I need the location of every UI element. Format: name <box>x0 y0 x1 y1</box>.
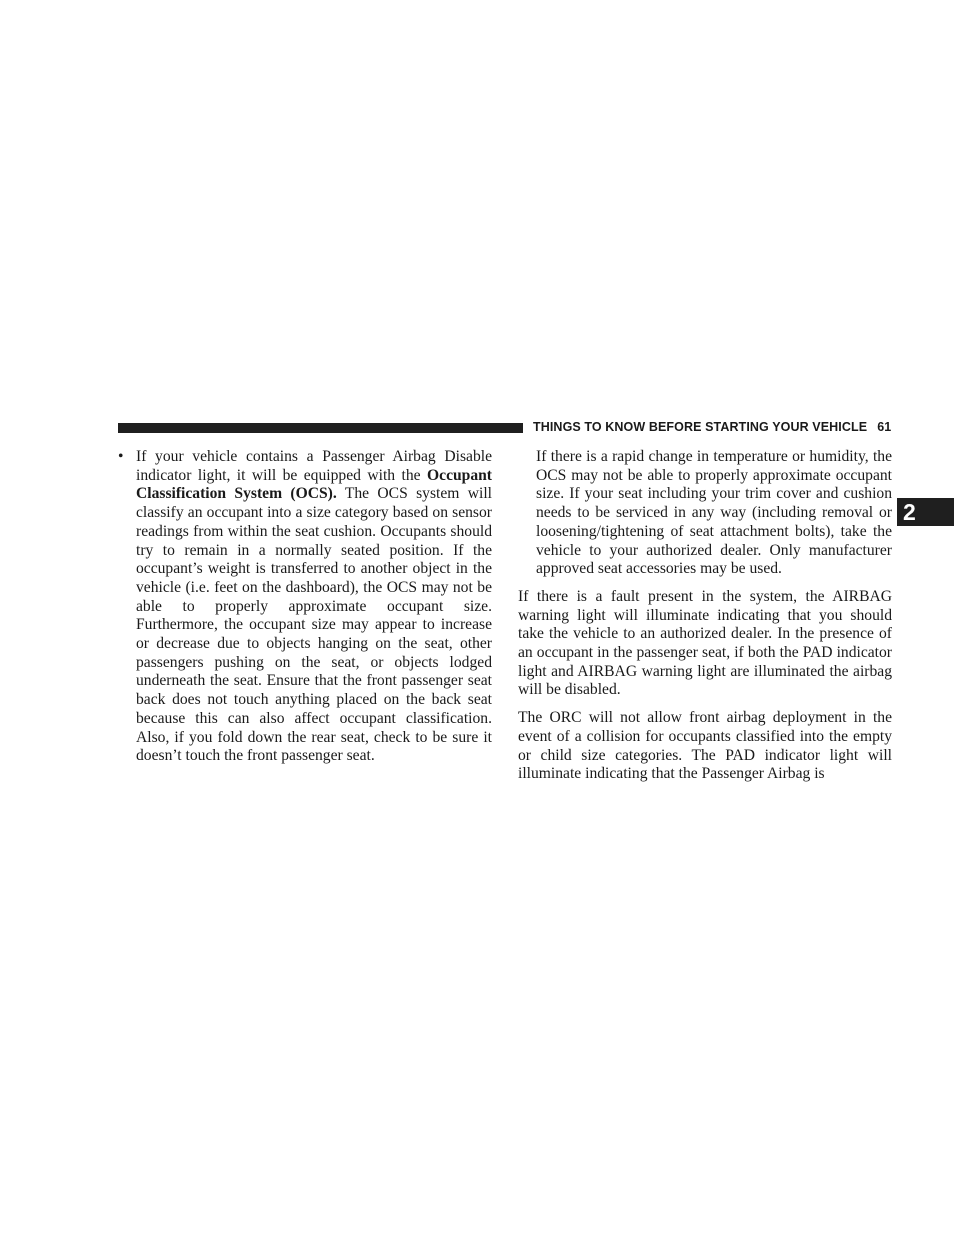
bullet-paragraph <box>136 448 492 766</box>
left-column <box>118 448 492 766</box>
page-number: 61 <box>877 420 892 434</box>
header-title: THINGS TO KNOW BEFORE STARTING YOUR VEHICLE <box>533 420 868 434</box>
bullet-text-body: The OCS system will classify an occupant into a size category based on sensor readings from within the seat cushion. Occupants should try to remain in a normally seated position. If the occupant’s weight is transferred to another object in the vehicle (i.e. feet on the dashboard), the OCS may not be able to properly approximate occupant size. Furthermore, the occupant size may appear to increase or decrease due to objects hanging on the seat, other passengers pushing on the seat, or objects lodged underneath the seat. Ensure that the front passenger seat back does not touch anything placed on the back seat because this can also affect occupant classification. Also, if you fold down the rear seat, check to be sure it doesn’t touch the front passenger seat. <box>136 485 492 765</box>
paragraph-orc-deployment: The ORC will not allow front airbag deployment in the event of a collision for occupants classified into the empty or child size categories. The PAD indicator light will illuminate indicating that the Passenger Airbag is <box>518 709 892 783</box>
bullet-item-ocs <box>118 448 492 766</box>
bullet-icon: • <box>118 448 124 465</box>
right-column <box>518 448 892 793</box>
bullet-bold-term: Occupant Classification System (OCS). <box>136 466 492 503</box>
chapter-tab <box>897 498 954 526</box>
running-header <box>533 420 891 434</box>
bullet-text-lead: If your vehicle contains a Passenger Airbag Disable indicator light, it will be equipped with the <box>136 448 492 484</box>
paragraph-airbag-fault: If there is a fault present in the system, the AIRBAG warning light will illuminate indicating that you should take the vehicle to an authorized dealer. In the presence of an occupant in the passenger seat, if both the PAD indicator light and AIRBAG warning light are illuminated the airbag will be disabled. <box>518 587 892 699</box>
header-rule <box>118 423 523 433</box>
indented-paragraph-humidity: If there is a rapid change in temperature or humidity, the OCS may not be able to properly approximate occupant size. If your seat including your trim cover and cushion needs to be serviced in any way (including removal or loosening/tightening of seat attachment bolts), take the vehicle to your authorized dealer. Only manufacturer approved seat accessories may be used. <box>536 448 892 578</box>
chapter-number: 2 <box>903 499 916 525</box>
